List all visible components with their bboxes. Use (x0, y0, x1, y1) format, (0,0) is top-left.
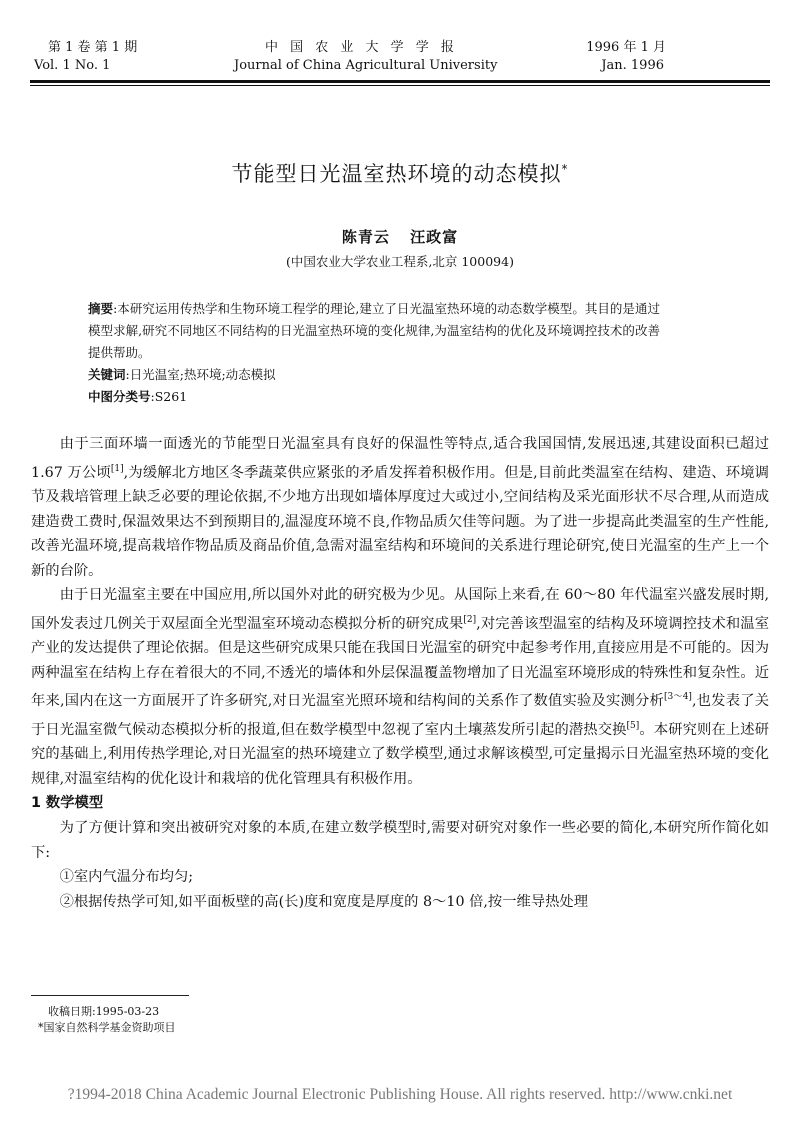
paragraph-2 (31, 583, 769, 791)
received-date: 收稿日期:1995-03-23 (48, 1005, 160, 1018)
list-item-2: ②根据传热学可知,如平面板壁的高(长)度和宽度是厚度的 8～10 倍,按一维导热处理 (59, 893, 589, 910)
keywords-text: :日光温室;热环境;动态模拟 (125, 367, 276, 382)
citation-3-4: [3～4] (664, 692, 692, 703)
journal-title-en: Journal of China Agricultural University (234, 58, 498, 73)
citation-5: [5] (626, 720, 640, 731)
citation-1: [1] (110, 463, 124, 474)
paragraph-3: 为了方便计算和突出被研究对象的本质,在建立数学模型时,需要对研究对象作一些必要的简化,本研究所作简化如下: (31, 819, 769, 861)
funding-note: *国家自然科学基金资助项目 (38, 1021, 176, 1034)
p1-text-a: 由于三面环墙一面透光的节能型日光温室具有良好的保温性等特点,适合我国国情,发展迅速,其建设面积已超过 1.67 万公顷 (31, 436, 769, 481)
abstract-block (88, 298, 660, 408)
footnotes (38, 1004, 176, 1036)
p2-text-b: ,对完善该型温室的结构及环境调控技术和温室产业的发达提供了理论依据。但是这些研究成果只能在我国日光温室的研究中起参考作用,直接应用是不可能的。因为两种温室在结构上存在着很大的不同,不透光的墙体和外层保温覆盖物增加了日光温室环境形成的特殊性和复杂性。近年来,国内在这一方面展开了许多研究,对日光温室光照环境和结构间的关系作了数值实验及实测分析 (31, 615, 769, 710)
volume-issue-en: Vol. 1 No. 1 (34, 58, 111, 73)
p2-text-d: 。本研究则在上述研究的基础上,利用传热学理论,对日光温室的热环境建立了数学模型,通过求解该模型,可定量揭示日光温室热环境的变化规律,对温室结构的优化设计和栽培的优化管理具有积极作用。 (31, 721, 770, 787)
p2-text-a: 由于日光温室主要在中国应用,所以国外对此的研究极为少见。从国际上来看,在 60～80 年代温室兴盛发展时期,国外发表过几例关于双屋面全光型温室环境动态模拟分析的研究成果 (31, 587, 769, 632)
journal-title-cn: 中 国 农 业 大 学 学 报 (265, 40, 458, 55)
copyright-line: ?1994-2018 China Academic Journal Electronic Publishing House. All rights reserved. http://www.cnki.net (67, 1086, 733, 1103)
header-rule-thin (30, 85, 770, 86)
title-text: 节能型日光温室热环境的动态模拟 (231, 162, 562, 186)
title-footnote-mark: * (561, 162, 569, 176)
abstract (88, 298, 660, 364)
p2-text-c: ,也发表了关于日光温室微气候动态模拟分析的报道,但在数学模型中忽视了室内土壤蒸发所引起的潜热交换 (31, 693, 769, 738)
p1-text-b: ,为缓解北方地区冬季蔬菜供应紧张的矛盾发挥着积极作用。但是,目前此类温室在结构、建造、环境调节及栽培管理上缺乏必要的理论依据,不少地方出现如墙体厚度过大或过小,空间结构及采光面形状不尽合理,从而造成建造费工费时,保温效果达不到预期目的,温湿度环境不良,作物品质欠佳等问题。为了进一步提高此类温室的生产性能,改善光温环境,提高栽培作物品质及商品价值,急需对温室结构和环境间的关系进行理论研究,使日光温室的生产上一个新的台阶。 (31, 464, 769, 579)
affiliation: (中国农业大学农业工程系,北京 100094) (286, 254, 514, 269)
issue-date-en: Jan. 1996 (601, 58, 664, 73)
abstract-text: :本研究运用传热学和生物环境工程学的理论,建立了日光温室热环境的动态数学模型。其目的是通过模型求解,研究不同地区不同结构的日光温室热环境的变化规律,为温室结构的优化及环境调控技术的改善提供帮助。 (88, 301, 660, 360)
keywords (88, 364, 660, 386)
body-text (31, 432, 769, 914)
article-title (0, 158, 800, 188)
citation-2: [2] (463, 614, 477, 625)
classification-value: :S261 (150, 389, 188, 404)
abstract-label: 摘要 (88, 301, 114, 316)
classification (88, 386, 660, 408)
classification-label: 中图分类号 (88, 389, 151, 404)
section-heading-1: 1 数学模型 (31, 795, 104, 812)
volume-issue-cn: 第 1 卷 第 1 期 (48, 40, 138, 55)
authors: 陈青云 汪政富 (341, 228, 459, 246)
issue-date-cn: 1996 年 1 月 (586, 40, 666, 55)
list-item-1: ①室内气温分布均匀; (59, 869, 194, 886)
header-rule-thick (30, 80, 770, 83)
paragraph-1 (31, 432, 769, 583)
footnote-rule (31, 995, 189, 996)
keywords-label: 关键词 (88, 367, 126, 382)
